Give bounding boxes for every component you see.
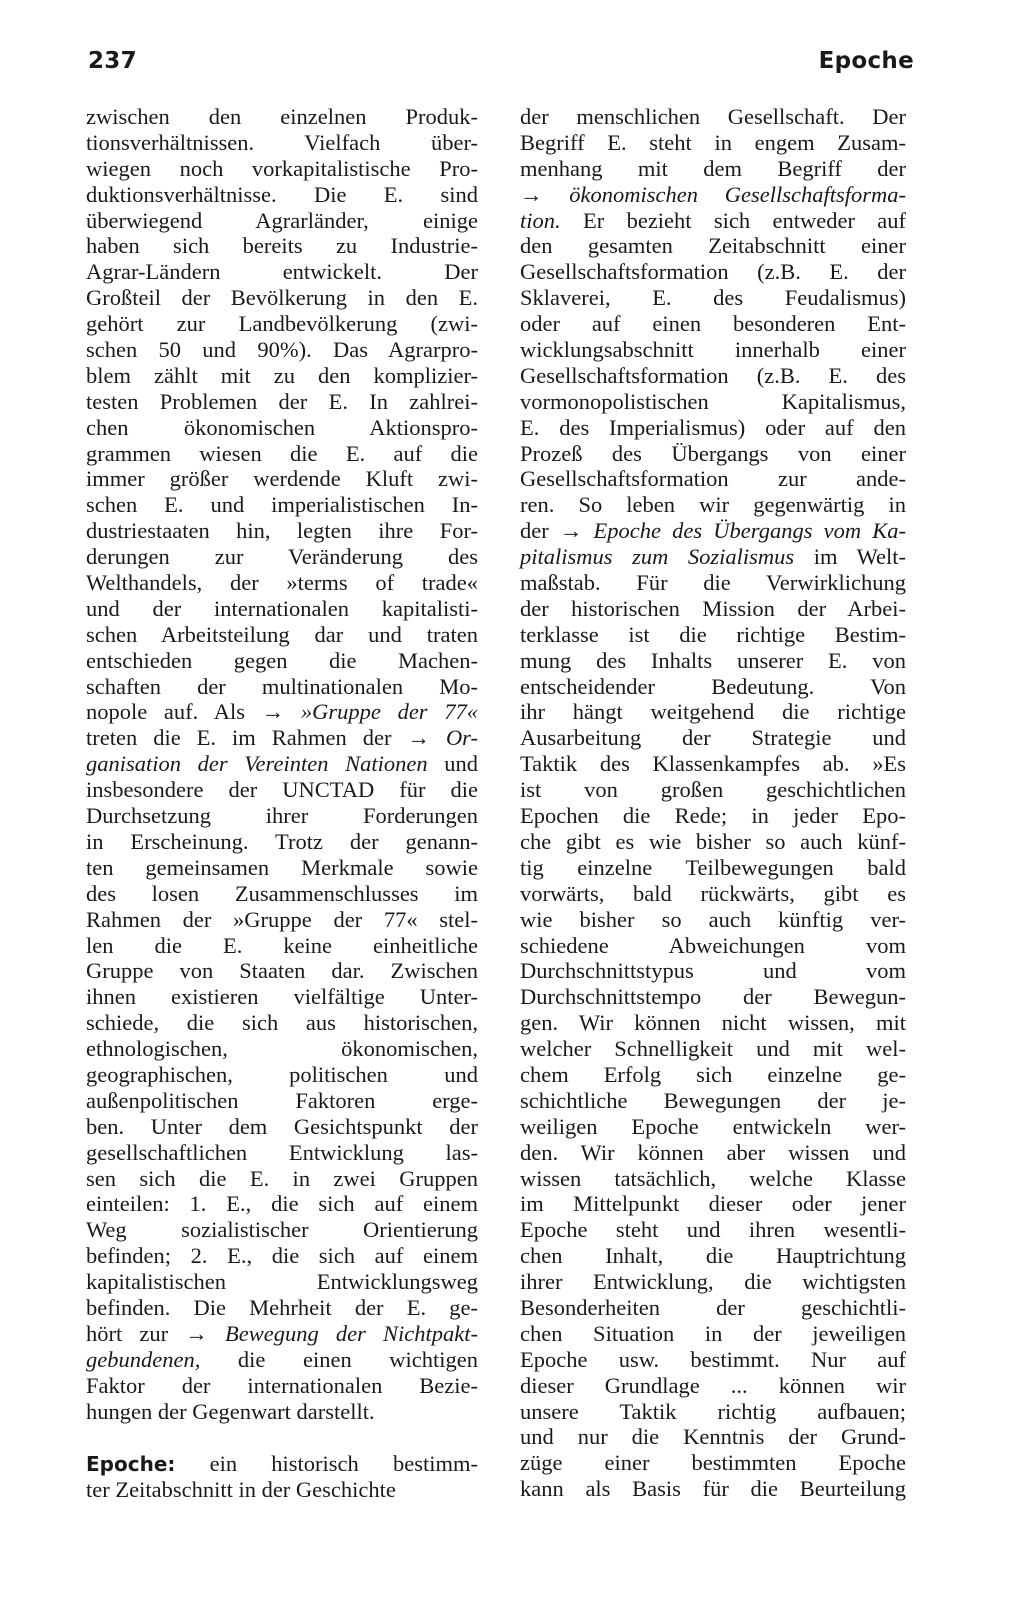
line-text: chen Situation in der jeweiligen	[520, 1320, 906, 1346]
line-text: Begriff E. steht in engem Zusam-	[520, 129, 906, 155]
text-line	[86, 1243, 478, 1269]
text-line	[86, 1036, 478, 1062]
text-line	[520, 466, 906, 492]
text-line	[86, 182, 478, 208]
text-line	[520, 751, 906, 777]
line-text: unsere Taktik richtig aufbauen;	[520, 1398, 906, 1424]
text-line	[86, 674, 478, 700]
text-line	[520, 1088, 906, 1114]
line-text: welcher Schnelligkeit und mit wel-	[520, 1036, 906, 1062]
line-text: ihrer Entwicklung, die wichtigsten	[520, 1269, 906, 1295]
line-text: terklasse ist die richtige Bestim-	[520, 621, 906, 647]
text-line: treten die E. im Rahmen der → Or-	[86, 725, 478, 751]
line-text: wiegen noch vorkapitalistische Pro-	[86, 155, 478, 181]
text-line	[520, 1399, 906, 1425]
text-line	[86, 1295, 478, 1321]
line-text: zwischen den einzelnen Produk-	[86, 104, 478, 129]
line-text: ren. So leben wir gegenwärtig in	[520, 492, 906, 518]
cross-reference: gebundenen,	[86, 1346, 201, 1372]
text-line	[86, 363, 478, 389]
text-line	[520, 1347, 906, 1373]
text-line	[86, 1373, 478, 1399]
line-text: Ausarbeitung der Strategie und	[520, 725, 906, 751]
text-line	[520, 441, 906, 467]
line-text: überwiegend Agrarländer, einige	[86, 207, 478, 233]
text-line	[520, 415, 906, 441]
text-line	[520, 881, 906, 907]
line-text: insbesondere der UNCTAD für die	[86, 777, 478, 803]
line-text: oder auf einen besonderen Ent-	[520, 311, 906, 337]
line-text: wissen tatsächlich, welche Klasse	[520, 1165, 906, 1191]
running-head: Epoche	[818, 48, 914, 74]
text-line	[86, 492, 478, 518]
line-text: tionsverhältnissen. Vielfach über-	[86, 129, 478, 155]
text-line	[86, 233, 478, 259]
line-text: in Erscheinung. Trotz der genann-	[86, 828, 478, 854]
text-line: → ökonomischen Gesellschaftsforma-	[520, 181, 907, 207]
text-line	[520, 1243, 906, 1269]
text-line	[86, 1191, 478, 1217]
line-text: der historischen Mission der Arbei-	[520, 595, 906, 621]
line-text: blem zählt mit zu den komplizier-	[86, 362, 478, 388]
line-text: menhang mit dem Begriff der	[520, 155, 906, 181]
line-text: entscheidender Bedeutung. Von	[520, 673, 906, 699]
line-text: Er bezieht sich entweder auf	[583, 207, 907, 233]
line-text: schichtliche Bewegungen der je-	[520, 1087, 906, 1113]
text-line	[520, 130, 906, 156]
text-line	[520, 907, 906, 933]
text-line	[86, 829, 478, 855]
line-text: und nur die Kenntnis der Grund-	[520, 1424, 906, 1450]
line-text: schen E. und imperialistischen In-	[86, 492, 478, 518]
text-line: hört zur → Bewegung der Nichtpakt-	[86, 1320, 478, 1346]
line-text: Durchschnittstempo der Bewegun-	[520, 984, 906, 1010]
cross-reference: Bewegung der Nichtpakt-	[224, 1320, 478, 1346]
line-text: chen ökonomischen Aktionspro-	[86, 414, 478, 440]
text-line	[86, 596, 478, 622]
line-text: maßstab. Für die Verwirklichung	[520, 570, 906, 596]
text-line	[86, 984, 478, 1010]
line-text: gen. Wir können nicht wissen, mit	[520, 1010, 906, 1036]
line-text: befinden; 2. E., die sich auf einem	[86, 1243, 478, 1269]
line-text: züge einer bestimmten Epoche	[520, 1450, 906, 1476]
line-text: vorwärts, bald rückwärts, gibt es	[520, 880, 906, 906]
text-line	[520, 855, 906, 881]
line-text: derungen zur Veränderung des	[86, 544, 478, 570]
text-line	[520, 156, 906, 182]
line-text: schiede, die sich aus historischen,	[86, 1010, 478, 1036]
cross-reference: tion.	[520, 207, 561, 233]
text-line	[520, 1140, 906, 1166]
text-line	[86, 285, 478, 311]
line-text: den gesamten Zeitabschnitt einer	[520, 233, 906, 259]
text-line	[520, 570, 906, 596]
line-text: schaften der multinationalen Mo-	[86, 673, 478, 699]
text-line	[86, 1477, 478, 1503]
line-text: haben sich bereits zu Industrie-	[86, 233, 478, 259]
line-text: schen Arbeitsteilung dar und traten	[86, 621, 478, 647]
line-text: Gesellschaftsformation (z.B. E. des	[520, 362, 906, 388]
text-line	[520, 1295, 906, 1321]
text-line	[520, 803, 906, 829]
text-line	[86, 311, 478, 337]
line-text: Großteil der Bevölkerung in den E.	[86, 285, 478, 311]
text-line	[520, 1114, 906, 1140]
text-line	[86, 544, 478, 570]
line-text: Durchschnittstypus und vom	[520, 958, 906, 984]
line-text: Prozeß des Übergangs von einer	[520, 440, 906, 466]
text-line	[520, 1062, 906, 1088]
line-text: wie bisher so auch künftig ver-	[520, 906, 906, 932]
cross-reference: Or-	[445, 725, 478, 751]
line-text: chen Inhalt, die Hauptrichtung	[520, 1243, 906, 1269]
line-text: des losen Zusammenschlusses im	[86, 880, 478, 906]
line-text: Agrar-Ländern entwickelt. Der	[86, 259, 478, 285]
text-line	[86, 570, 478, 596]
text-line	[520, 1373, 906, 1399]
text-line	[520, 1166, 906, 1192]
text-line	[520, 208, 906, 234]
text-line: nopole auf. Als → »Gruppe der 77«	[86, 699, 479, 725]
text-line	[520, 1450, 906, 1476]
text-line	[520, 363, 906, 389]
line-text: befinden. Die Mehrheit der E. ge-	[86, 1294, 478, 1320]
line-text: len die E. keine einheitliche	[86, 932, 478, 958]
text-line	[86, 1114, 478, 1140]
text-line	[520, 648, 906, 674]
line-text: ter Zeitabschnitt in der Geschichte	[86, 1477, 396, 1503]
line-text: entschieden gegen die Machen-	[86, 647, 478, 673]
line-text: einteilen: 1. E., die sich auf einem	[86, 1191, 478, 1217]
line-text: Weg sozialistischer Orientierung	[86, 1217, 478, 1243]
text-line	[520, 1476, 906, 1502]
line-text: ethnologischen, ökonomischen,	[86, 1036, 478, 1062]
cross-reference: Epoche des Übergangs vom Ka-	[593, 518, 907, 544]
line-text: Faktor der internationalen Bezie-	[86, 1372, 478, 1398]
text-line	[520, 725, 906, 751]
text-line	[520, 311, 906, 337]
line-text: Gruppe von Staaten dar. Zwischen	[86, 958, 478, 984]
text-line	[520, 984, 906, 1010]
text-line	[86, 1010, 478, 1036]
text-line	[86, 156, 478, 182]
line-text: grammen wiesen die E. auf die	[86, 440, 478, 466]
cross-reference: ökonomischen Gesellschaftsforma-	[569, 181, 907, 207]
line-text: Sklaverei, E. des Feudalismus)	[520, 285, 906, 311]
line-text: sen sich die E. in zwei Gruppen	[86, 1165, 478, 1191]
text-line	[520, 1191, 906, 1217]
text-line	[86, 466, 478, 492]
text-line	[86, 1140, 478, 1166]
line-text: und	[444, 751, 478, 777]
text-line	[520, 1036, 906, 1062]
text-line	[86, 648, 478, 674]
text-line	[520, 492, 906, 518]
text-line	[86, 958, 478, 984]
line-text: duktionsverhältnisse. Die E. sind	[86, 181, 478, 207]
text-line	[86, 441, 478, 467]
line-text: geographischen, politischen und	[86, 1061, 478, 1087]
line-text: immer größer werdende Kluft zwi-	[86, 466, 478, 492]
text-line	[520, 337, 906, 363]
line-text: ein historisch bestimm-	[209, 1451, 478, 1477]
text-line	[520, 233, 906, 259]
text-line	[520, 1424, 906, 1450]
right-column	[520, 104, 906, 1502]
text-line	[520, 933, 906, 959]
line-text: die einen wichtigen	[237, 1346, 478, 1372]
text-line	[86, 622, 478, 648]
text-line	[520, 829, 906, 855]
line-text: Besonderheiten der geschichtli-	[520, 1294, 906, 1320]
line-text: Taktik des Klassenkampfes ab. »Es	[520, 751, 906, 777]
text-line	[520, 259, 906, 285]
line-text: ihr hängt weitgehend die richtige	[520, 699, 906, 725]
text-line	[86, 855, 478, 881]
page-number: 237	[88, 48, 137, 74]
line-text: tig einzelne Teilbewegungen bald	[520, 854, 906, 880]
text-line	[520, 596, 906, 622]
line-text: gehört zur Landbevölkerung (zwi-	[86, 311, 478, 337]
text-line	[520, 1269, 906, 1295]
line-text: kann als Basis für die Beurteilung	[520, 1476, 906, 1502]
line-text: testen Problemen der E. In zahlrei-	[86, 388, 478, 414]
text-line: der → Epoche des Übergangs vom Ka-	[520, 518, 907, 544]
line-text: den. Wir können aber wissen und	[520, 1139, 906, 1165]
line-text: außenpolitischen Faktoren erge-	[86, 1087, 478, 1113]
line-text: Epoche usw. bestimmt. Nur auf	[520, 1346, 906, 1372]
line-text: wicklungsabschnitt innerhalb einer	[520, 337, 906, 363]
text-line	[86, 1269, 478, 1295]
text-line	[86, 803, 478, 829]
left-column	[86, 104, 478, 1503]
text-line	[520, 674, 906, 700]
text-line	[86, 104, 478, 130]
text-line	[86, 130, 478, 156]
text-line	[86, 208, 478, 234]
text-line	[520, 958, 906, 984]
text-line	[86, 518, 478, 544]
line-text: vormonopolistischen Kapitalismus,	[520, 388, 906, 414]
cross-reference: »Gruppe der 77«	[300, 699, 479, 725]
line-text: Durchsetzung ihrer Forderungen	[86, 803, 478, 829]
text-line	[86, 1166, 478, 1192]
line-text: ihnen existieren vielfältige Unter-	[86, 984, 478, 1010]
text-line	[86, 337, 478, 363]
line-text: im Mittelpunkt dieser oder jener	[520, 1191, 906, 1217]
line-text: treten die E. im Rahmen der	[86, 725, 392, 751]
line-text: dieser Grundlage ... können wir	[520, 1372, 906, 1398]
line-text: gesellschaftlichen Entwicklung las-	[86, 1139, 478, 1165]
text-line	[520, 285, 906, 311]
text-line	[86, 777, 478, 803]
text-line	[86, 1088, 478, 1114]
line-text: Gesellschaftsformation zur ande-	[520, 466, 906, 492]
text-line	[86, 907, 478, 933]
text-line	[520, 699, 906, 725]
line-text: mung des Inhalts unserer E. von	[520, 647, 906, 673]
line-text: ben. Unter dem Gesichtspunkt der	[86, 1113, 478, 1139]
line-text: schiedene Abweichungen vom	[520, 932, 906, 958]
line-text: weiligen Epoche entwickeln wer-	[520, 1113, 906, 1139]
text-line	[86, 1347, 478, 1373]
text-line	[86, 259, 478, 285]
text-line	[520, 622, 906, 648]
text-line	[86, 881, 478, 907]
text-line	[86, 933, 478, 959]
line-text: ist von großen geschichtlichen	[520, 777, 906, 803]
text-line	[86, 389, 478, 415]
line-text: che gibt es wie bisher so auch künf-	[520, 828, 906, 854]
text-line	[86, 415, 478, 441]
text-line	[86, 751, 478, 777]
text-line	[86, 1217, 478, 1243]
line-text: hört zur	[86, 1320, 169, 1346]
text-line	[86, 1399, 478, 1425]
line-text: Epoche steht und ihren wesentli-	[520, 1217, 906, 1243]
line-text: hungen der Gegenwart darstellt.	[86, 1398, 375, 1424]
line-text: Welthandels, der »terms of trade«	[86, 570, 478, 596]
line-text: und der internationalen kapitalisti-	[86, 595, 478, 621]
text-line	[520, 104, 906, 130]
line-text: der menschlichen Gesellschaft. Der	[520, 104, 906, 129]
line-text: E. des Imperialismus) oder auf den	[520, 414, 906, 440]
line-text: Rahmen der »Gruppe der 77« stel-	[86, 906, 478, 932]
entry-headline	[86, 1451, 478, 1477]
line-text: Epochen die Rede; in jeder Epo-	[520, 803, 906, 829]
text-line	[86, 1062, 478, 1088]
line-text: nopole auf. Als	[86, 699, 245, 725]
line-text: ten gemeinsamen Merkmale sowie	[86, 854, 478, 880]
line-text: kapitalistischen Entwicklungsweg	[86, 1269, 478, 1295]
entry-keyword: Epoche:	[86, 1452, 176, 1477]
line-text: der	[520, 518, 549, 544]
line-text: schen 50 und 90%). Das Agrarpro-	[86, 337, 478, 363]
text-line	[520, 777, 906, 803]
text-line	[520, 1010, 906, 1036]
line-text: chem Erfolg sich einzelne ge-	[520, 1061, 906, 1087]
cross-reference: ganisation der Vereinten Nationen	[86, 751, 428, 777]
text-line	[520, 1217, 906, 1243]
text-line	[520, 389, 906, 415]
text-line	[520, 544, 906, 570]
text-line	[520, 1321, 906, 1347]
entry-gap	[86, 1424, 478, 1451]
cross-reference: pitalismus zum Sozialismus	[520, 544, 795, 570]
line-text: dustriestaaten hin, legten ihre For-	[86, 518, 478, 544]
line-text: im Welt-	[813, 544, 906, 570]
line-text: Gesellschaftsformation (z.B. E. der	[520, 259, 906, 285]
